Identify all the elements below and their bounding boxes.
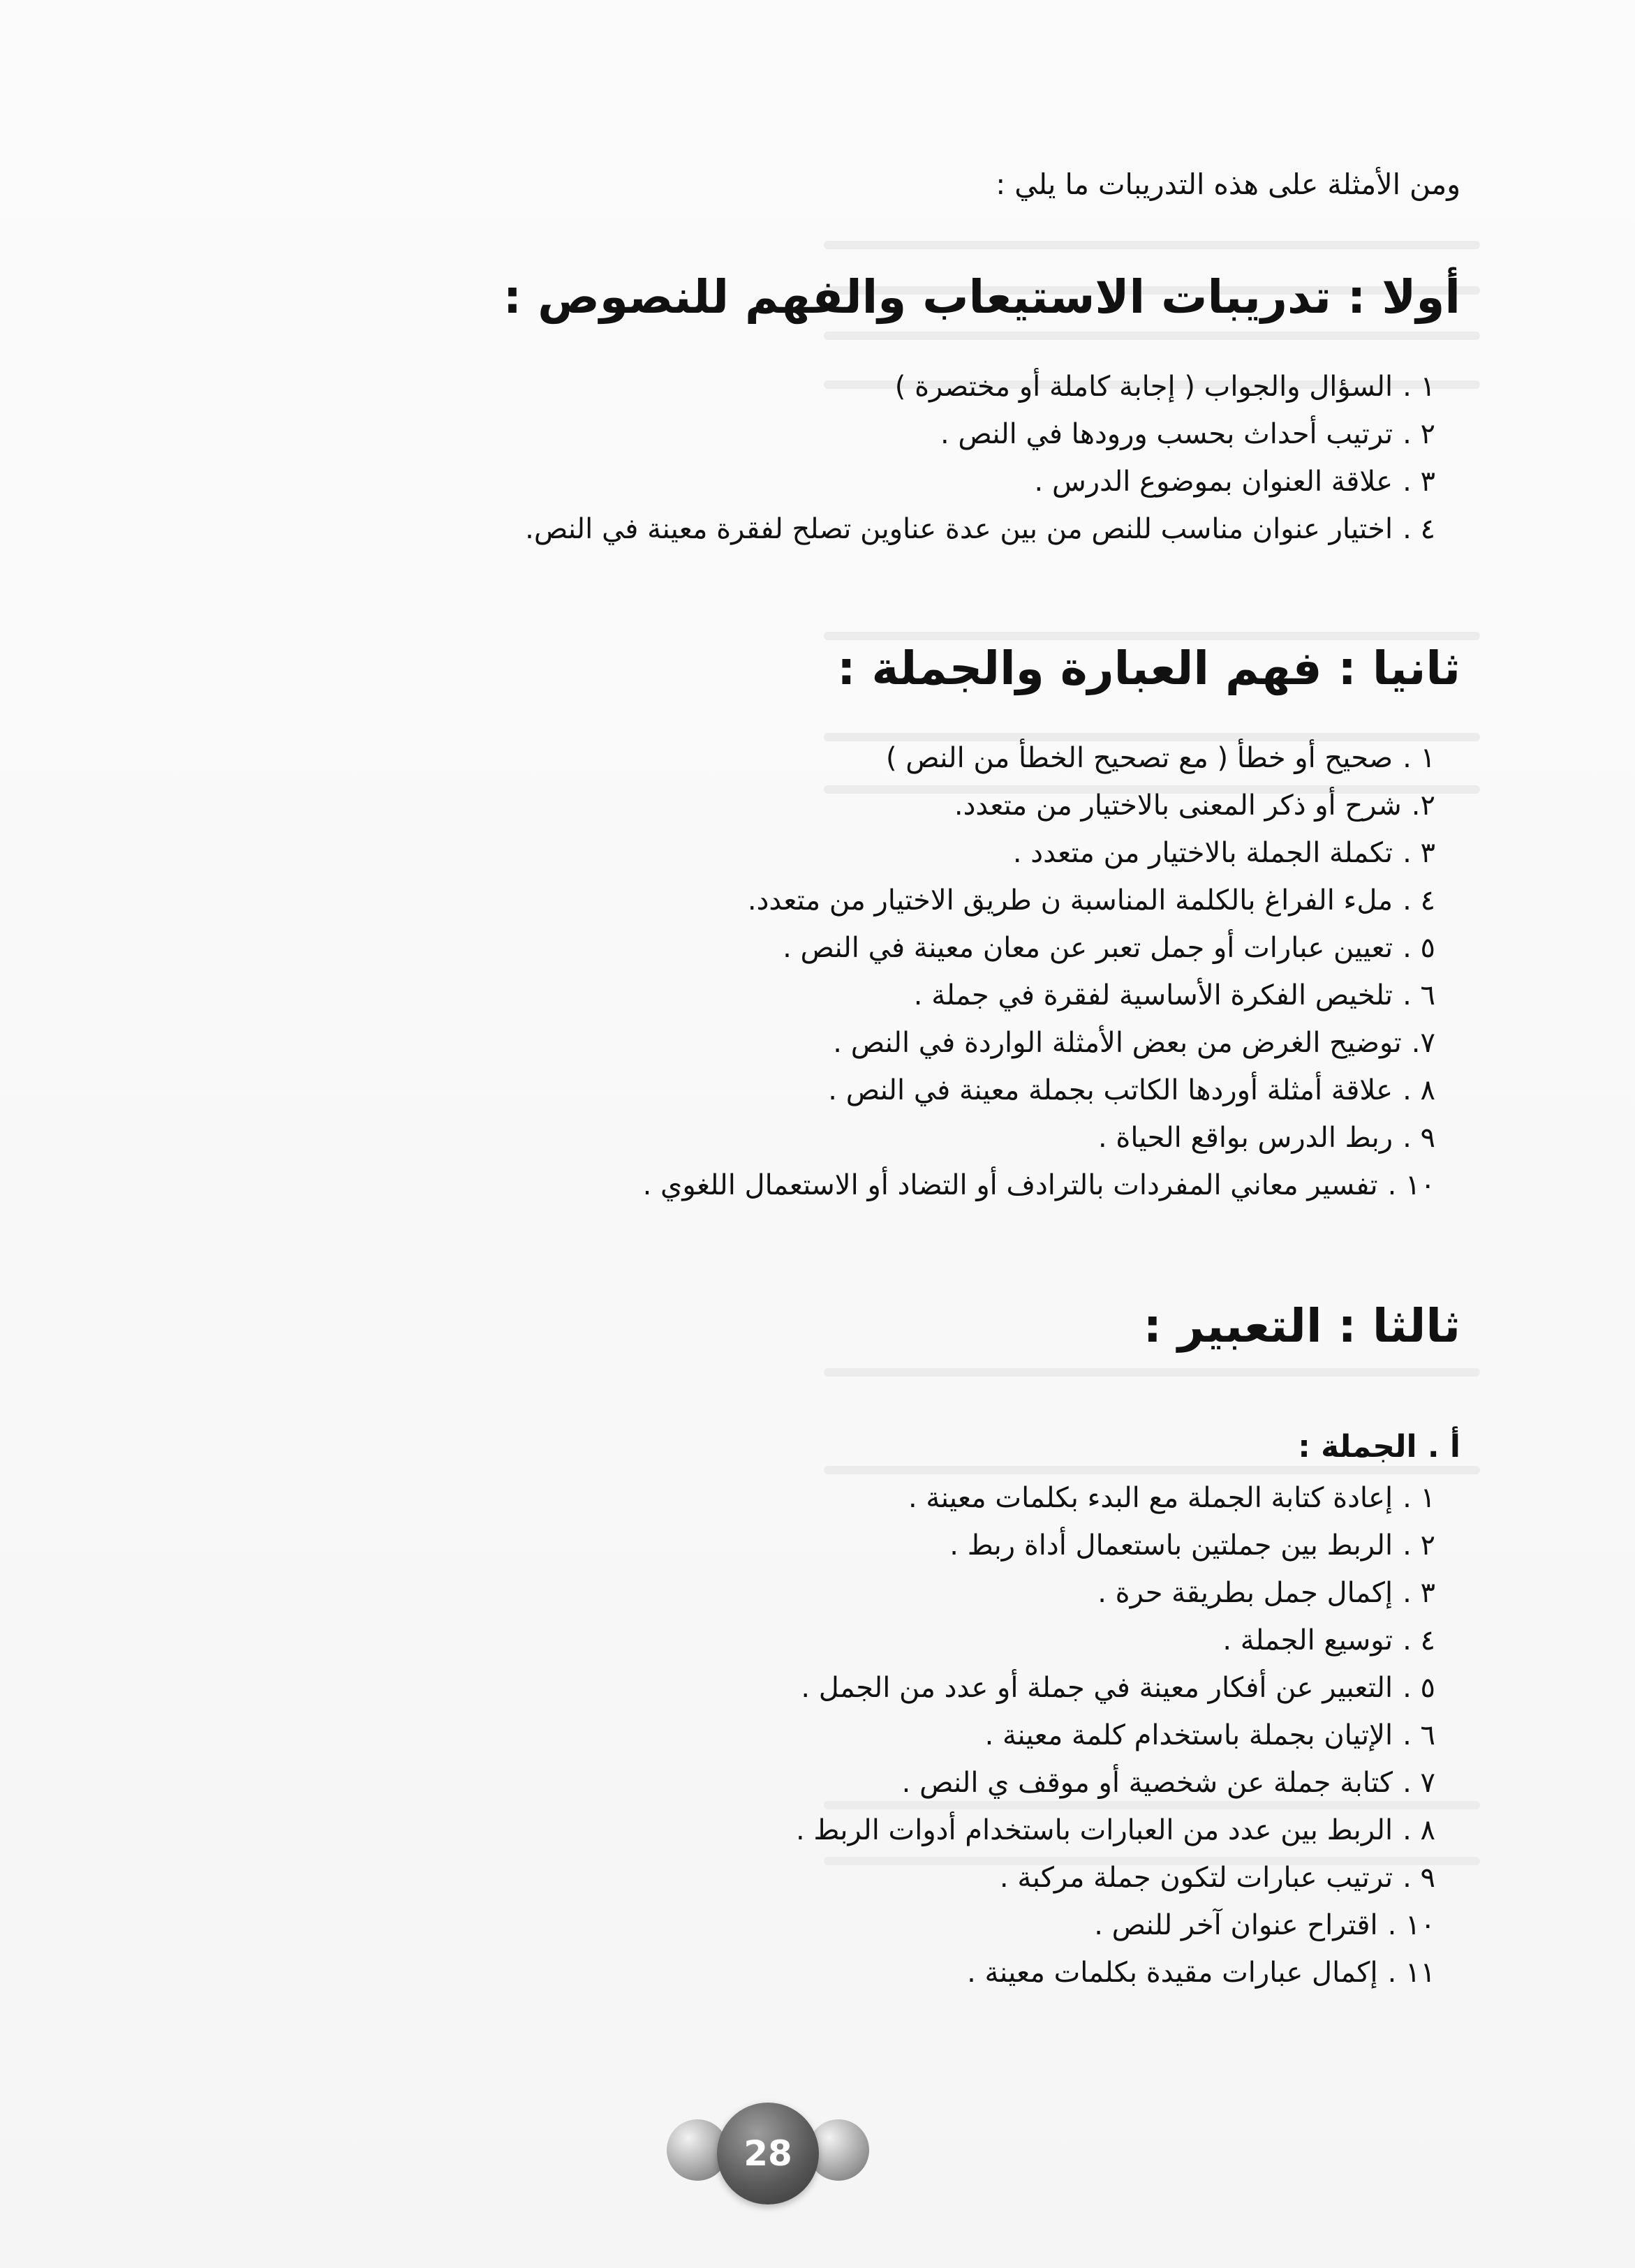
item-number: ٣ .: [1403, 1577, 1435, 1609]
item-text: ملء الفراغ بالكلمة المناسبة ن طريق الاختيار من متعدد.: [747, 884, 1393, 917]
item-number: ١١ .: [1387, 1957, 1435, 1989]
item-number: ٤ .: [1403, 1624, 1435, 1656]
list-item: [148, 363, 1435, 410]
list-item: [148, 410, 1435, 458]
item-text: الربط بين جملتين باستعمال أداة ربط .: [949, 1529, 1393, 1562]
list-item: [148, 1019, 1435, 1067]
item-text: علاقة العنوان بموضوع الدرس .: [1034, 466, 1393, 498]
section-heading-comprehension: أولا : تدريبات الاستيعاب والفهم للنصوص :: [503, 270, 1460, 324]
list-item: [148, 972, 1435, 1019]
item-text: إكمال عبارات مقيدة بكلمات معينة .: [967, 1957, 1378, 1989]
list-item: [148, 734, 1435, 782]
item-text: تكملة الجملة بالاختيار من متعدد .: [1012, 837, 1393, 869]
list-item: [148, 877, 1435, 924]
item-number: ٢ .: [1403, 1529, 1435, 1562]
list-item: [148, 1067, 1435, 1114]
item-number: ٣ .: [1403, 466, 1435, 498]
item-text: ترتيب أحداث بحسب ورودها في النص .: [940, 418, 1393, 450]
item-text: ترتيب عبارات لتكون جملة مركبة .: [999, 1862, 1393, 1894]
item-text: توضيح الغرض من بعض الأمثلة الواردة في النص .: [833, 1027, 1402, 1059]
item-number: ٥ .: [1403, 1672, 1435, 1704]
item-text: اقتراح عنوان آخر للنص .: [1094, 1909, 1378, 1941]
list-item: [148, 1474, 1435, 1522]
item-number: ١ .: [1403, 742, 1435, 774]
item-number: ٢.: [1411, 790, 1435, 822]
item-text: اختيار عنوان مناسب للنص من بين عدة عناوين تصلح لفقرة معينة في النص.: [525, 513, 1393, 545]
list-item: [148, 1712, 1435, 1759]
item-text: شرح أو ذكر المعنى بالاختيار من متعدد.: [954, 790, 1402, 822]
item-text: إكمال جمل بطريقة حرة .: [1097, 1577, 1393, 1609]
section-heading-expression: ثالثا : التعبير :: [1143, 1299, 1460, 1353]
item-text: إعادة كتابة الجملة مع البدء بكلمات معينة .: [908, 1482, 1393, 1514]
subsection-heading-sentence: أ . الجملة :: [1298, 1429, 1460, 1465]
item-text: السؤال والجواب ( إجابة كاملة أو مختصرة ): [894, 371, 1393, 403]
item-number: ٣ .: [1403, 837, 1435, 869]
item-text: التعبير عن أفكار معينة في جملة أو عدد من الجمل .: [801, 1672, 1393, 1704]
item-number: ١ .: [1403, 371, 1435, 403]
item-number: ٢ .: [1403, 418, 1435, 450]
item-number: ٩ .: [1403, 1862, 1435, 1894]
list-item: [148, 1617, 1435, 1664]
item-number: ٧ .: [1403, 1767, 1435, 1799]
list-item: [148, 782, 1435, 829]
expression-list: [148, 1474, 1460, 1996]
item-text: كتابة جملة عن شخصية أو موقف ي النص .: [901, 1767, 1393, 1799]
item-text: تلخيص الفكرة الأساسية لفقرة في جملة .: [913, 979, 1393, 1011]
item-text: علاقة أمثلة أوردها الكاتب بجملة معينة في النص .: [828, 1074, 1393, 1106]
item-number: ٨ .: [1403, 1074, 1435, 1106]
list-item: [148, 1759, 1435, 1807]
list-item: [148, 1902, 1435, 1949]
item-number: ٨ .: [1403, 1814, 1435, 1846]
list-item: [148, 1522, 1435, 1569]
list-item: [148, 1664, 1435, 1712]
list-item: [148, 1854, 1435, 1902]
list-item: [148, 1569, 1435, 1617]
item-text: الربط بين عدد من العبارات باستخدام أدوات الربط .: [795, 1814, 1393, 1846]
item-text: ربط الدرس بواقع الحياة .: [1097, 1122, 1393, 1154]
list-item: [148, 829, 1435, 877]
item-number: ٤ .: [1403, 884, 1435, 917]
page-number-badge: [667, 2100, 869, 2204]
item-text: توسيع الجملة .: [1222, 1624, 1393, 1656]
item-text: تعيين عبارات أو جمل تعبر عن معان معينة في النص .: [783, 932, 1393, 964]
item-text: صحيح أو خطأ ( مع تصحيح الخطأ من النص ): [885, 742, 1393, 774]
list-item: [148, 1162, 1435, 1209]
item-number: ٦ .: [1403, 1719, 1435, 1751]
page-content: [148, 164, 1460, 1996]
item-number: ١ .: [1403, 1482, 1435, 1514]
page-number: 28: [743, 2133, 792, 2174]
list-item: [148, 505, 1435, 553]
item-number: ٥ .: [1403, 932, 1435, 964]
phrase-sentence-list: [148, 734, 1460, 1209]
item-text: الإتيان بجملة باستخدام كلمة معينة .: [984, 1719, 1393, 1751]
item-number: ٩ .: [1403, 1122, 1435, 1154]
item-number: ١٠ .: [1387, 1909, 1435, 1941]
list-item: [148, 1114, 1435, 1162]
list-item: [148, 458, 1435, 505]
item-number: ١٠ .: [1387, 1169, 1435, 1201]
section-heading-phrase-sentence: ثانيا : فهم العبارة والجملة :: [837, 642, 1460, 695]
item-number: ٧.: [1411, 1027, 1435, 1059]
intro-text: ومن الأمثلة على هذه التدريبات ما يلي :: [996, 168, 1460, 201]
item-number: ٤ .: [1403, 513, 1435, 545]
list-item: [148, 1949, 1435, 1996]
list-item: [148, 924, 1435, 972]
item-text: تفسير معاني المفردات بالترادف أو التضاد أو الاستعمال اللغوي .: [642, 1169, 1378, 1201]
comprehension-list: [148, 363, 1460, 553]
list-item: [148, 1807, 1435, 1854]
item-number: ٦ .: [1403, 979, 1435, 1011]
